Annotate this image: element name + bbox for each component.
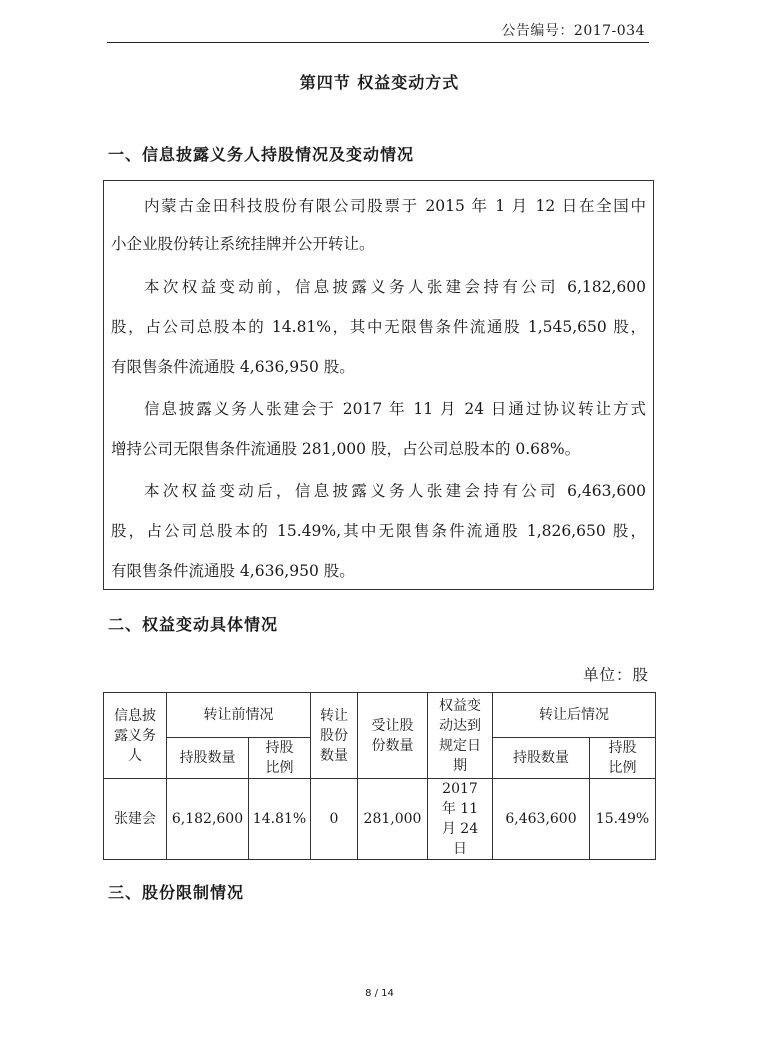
section-title: 第四节 权益变动方式 [299,73,460,92]
cell-after-ratio: 15.49% [590,779,656,860]
cell-after-shares: 6,463,600 [493,779,590,860]
heading-part3: 三、股份限制情况 [108,883,245,902]
subheader-shares-after: 持股数量 [493,738,590,779]
paragraph-line: 本次权益变动前，信息披露义务人张建会持有公司 6,182,600 [144,278,646,296]
subheader-ratio-after: 持股比例 [590,738,656,779]
header-person: 信息披露义务人 [104,693,167,779]
cell-date: 2017 年 11 月 24 日 [428,779,493,860]
cell-person: 张建会 [104,779,167,860]
cell-received: 281,000 [358,779,428,860]
paragraph-line: 有限售条件流通股 4,636,950 股。 [111,562,355,580]
paragraph-line: 内蒙古金田科技股份有限公司股票于 2015 年 1 月 12 日在全国中 [144,197,646,215]
header-transfer: 转让股份数量 [311,693,358,779]
paragraph-line: 增持公司无限售条件流通股 281,000 股，占公司总股本的 0.68%。 [111,440,581,458]
header-after: 转让后情况 [493,693,656,738]
heading-part2: 二、权益变动具体情况 [108,615,279,634]
heading-part1: 一、信息披露义务人持股情况及变动情况 [108,145,415,164]
document-number: 公告编号：2017-034 [501,23,645,39]
cell-transfer: 0 [311,779,358,860]
paragraph-line: 小企业股份转让系统挂牌并公开转让。 [111,235,375,253]
header-divider [107,42,649,43]
cell-before-ratio: 14.81% [249,779,311,860]
unit-label: 单位：股 [582,666,649,684]
paragraph-line: 信息披露义务人张建会于 2017 年 11 月 24 日通过协议转让方式 [144,400,646,418]
paragraph-line: 本次权益变动后，信息披露义务人张建会持有公司 6,463,600 [144,482,646,500]
subheader-ratio: 持股比例 [249,738,311,779]
header-date: 权益变动达到规定日期 [428,693,493,779]
equity-change-table [103,692,656,860]
disclosure-text-box [103,180,654,590]
paragraph-line: 股，占公司总股本的 15.49%,其中无限售条件流通股 1,826,650 股， [111,522,646,540]
header-received: 受让股份数量 [358,693,428,779]
page-number: 8 / 14 [365,988,394,999]
header-before: 转让前情况 [167,693,311,738]
paragraph-line: 股，占公司总股本的 14.81%，其中无限售条件流通股 1,545,650 股， [111,318,646,336]
table-row [104,779,656,860]
subheader-shares: 持股数量 [167,738,249,779]
paragraph-line: 有限售条件流通股 4,636,950 股。 [111,358,355,376]
cell-before-shares: 6,182,600 [167,779,249,860]
